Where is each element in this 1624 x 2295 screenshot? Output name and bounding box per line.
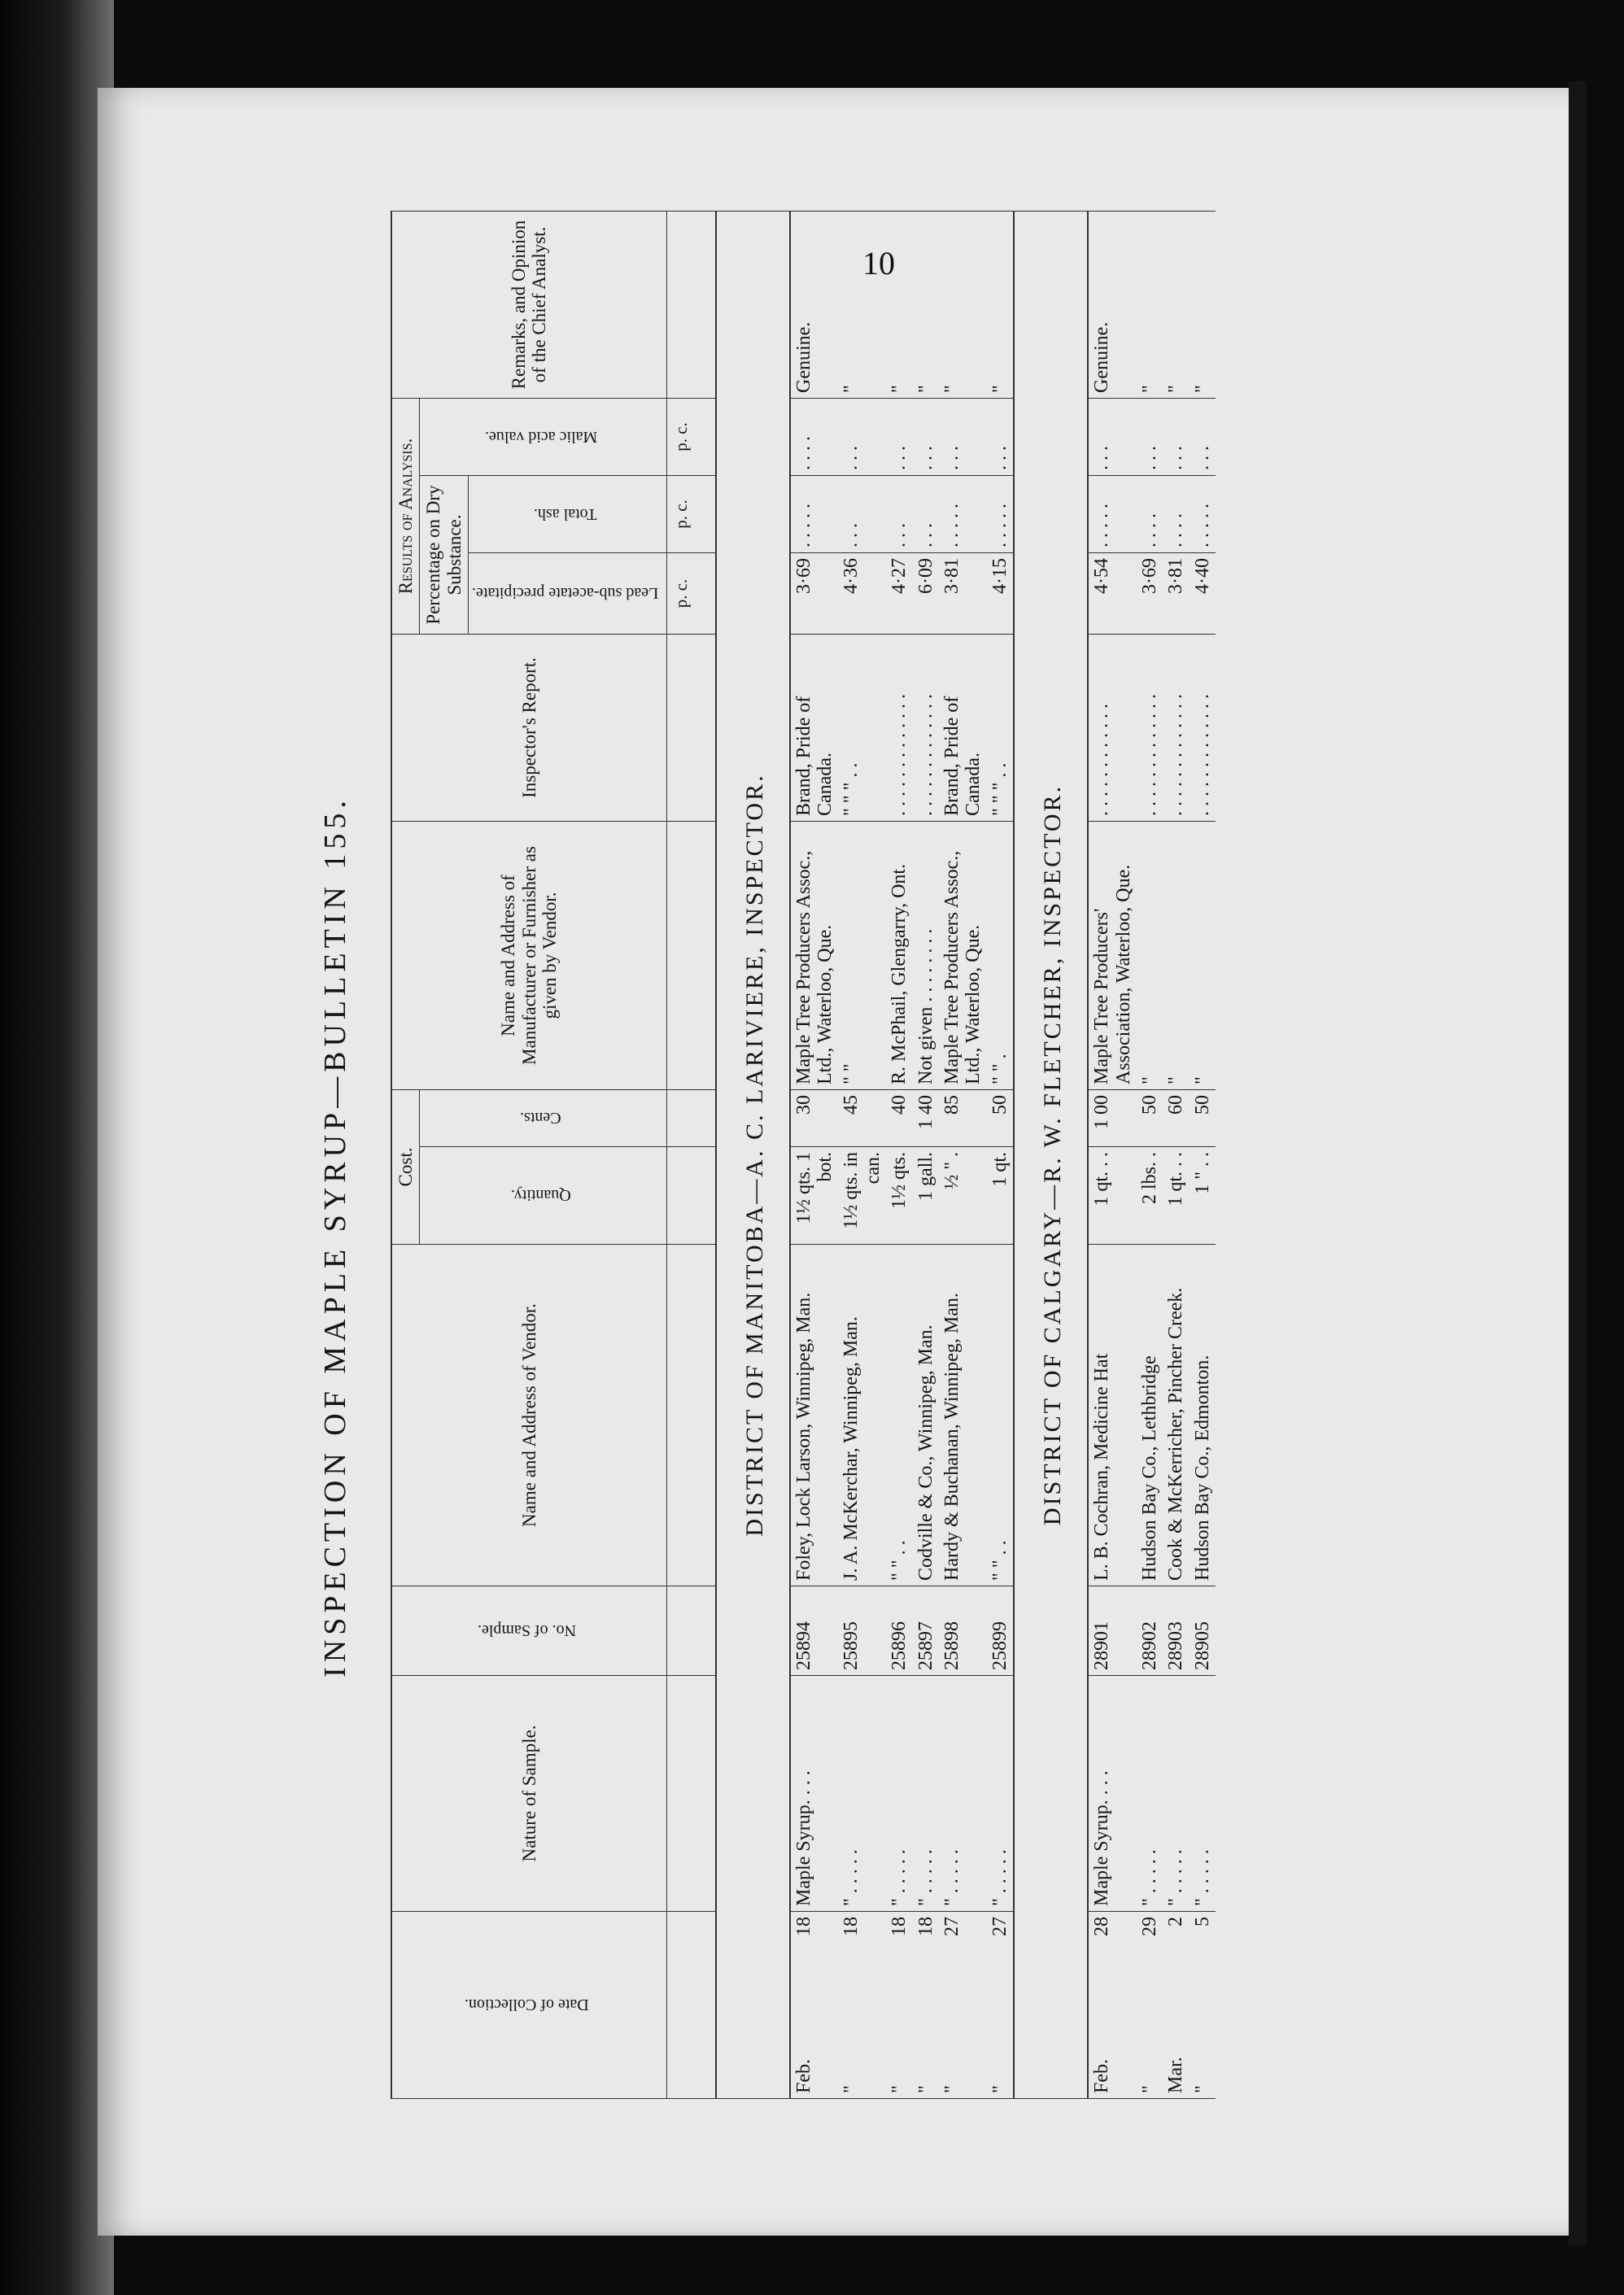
- cell-vendor: Hudson Bay Co., Edmonton.: [1190, 1245, 1216, 1586]
- cell-cents: 1 40: [913, 1090, 939, 1147]
- cell-malic: . . . .: [790, 399, 839, 476]
- cell-month: ": [1138, 2085, 1160, 2093]
- cell-month: ": [941, 2085, 963, 2093]
- cell-qty: 1½ qts.: [886, 1147, 912, 1245]
- cell-day: 27: [941, 1917, 963, 1936]
- cell-lead: 3·81: [1163, 553, 1189, 635]
- cell-maker: ": [1190, 822, 1216, 1090]
- cell-date: [886, 1912, 912, 2099]
- cell-date: [1163, 1912, 1189, 2099]
- cell-no: 25895: [838, 1586, 886, 1676]
- scan-edge-shadow: [0, 0, 114, 2295]
- cell-malic: . . .: [1137, 399, 1163, 476]
- cell-maker: Maple Tree Producers' Association, Waterloo, Que.: [1088, 822, 1137, 1090]
- table-row: [913, 212, 939, 2099]
- cell-vendor: Cook & McKerricher, Pincher Creek.: [1163, 1245, 1189, 1586]
- cell-lead: 4·40: [1190, 553, 1216, 635]
- cell-report: Brand, Pride of Canada.: [790, 635, 839, 822]
- cell-month: ": [989, 2085, 1011, 2093]
- table-row: [1137, 212, 1163, 2099]
- cell-cents: 50: [1190, 1090, 1216, 1147]
- cell-report: Brand, Pride of Canada.: [939, 635, 987, 822]
- cell-remarks: ": [1137, 212, 1163, 399]
- cell-maker: ": [1137, 822, 1163, 1090]
- cell-remarks: ": [913, 212, 939, 399]
- header-remarks: Remarks, and Opinion of the Chief Analyst.: [391, 212, 666, 399]
- district-heading-row: [1014, 212, 1088, 2099]
- cell-lead: 6·09: [913, 553, 939, 635]
- cell-day: 2: [1165, 1917, 1187, 1926]
- cell-cents: 50: [1137, 1090, 1163, 1147]
- cell-date: [1137, 1912, 1163, 2099]
- cell-remarks: Genuine.: [790, 212, 839, 399]
- cell-remarks: ": [1190, 212, 1216, 399]
- unit-lead: p. c.: [666, 553, 716, 635]
- cell-report: " " " . .: [987, 635, 1014, 822]
- inspection-table: [391, 211, 1216, 2099]
- rotated-table-region: [301, 220, 1505, 2164]
- cell-nature: " . . . . .: [886, 1676, 912, 1912]
- cell-vendor: J. A. McKerchar, Winnipeg, Man.: [838, 1245, 886, 1586]
- cell-remarks: Genuine.: [1088, 212, 1137, 399]
- cell-remarks: ": [987, 212, 1014, 399]
- cell-cents: 30: [790, 1090, 839, 1147]
- cell-lead: 4·36: [838, 553, 886, 635]
- cell-remarks: ": [1163, 212, 1189, 399]
- cell-maker: " " .: [987, 822, 1014, 1090]
- cell-lead: 3·69: [790, 553, 839, 635]
- cell-day: 18: [792, 1917, 814, 1936]
- district-heading: DISTRICT OF MANITOBA—A. C. LARIVIERE, INSPECTOR.: [716, 212, 790, 2099]
- cell-ash: . . . .: [1137, 476, 1163, 553]
- cell-qty: 1 gall.: [913, 1147, 939, 1245]
- cell-report: . . . . . . . . . . . . .: [1190, 635, 1216, 822]
- cell-report: . . . . . . . . . . . . .: [1163, 635, 1189, 822]
- cell-day: 27: [989, 1917, 1011, 1936]
- cell-ash: . . . . .: [790, 476, 839, 553]
- cell-cents: 40: [886, 1090, 912, 1147]
- cell-malic: . . .: [913, 399, 939, 476]
- cell-malic: . . .: [1190, 399, 1216, 476]
- cell-qty: 1 qt. . .: [1163, 1147, 1189, 1245]
- cell-nature: " . . . . .: [987, 1676, 1014, 1912]
- cell-cents: 85: [939, 1090, 987, 1147]
- cell-no: 25899: [987, 1586, 1014, 1676]
- district-heading-row: [716, 212, 790, 2099]
- cell-no: 25894: [790, 1586, 839, 1676]
- cell-date: [790, 1912, 839, 2099]
- cell-ash: . . .: [886, 476, 912, 553]
- cell-date: [838, 1912, 886, 2099]
- table-row: [1190, 212, 1216, 2099]
- table-row: [886, 212, 912, 2099]
- header-sample-no: No. of Sample.: [391, 1586, 666, 1676]
- cell-cents: 45: [838, 1090, 886, 1147]
- cell-report: " " " . .: [838, 635, 886, 822]
- table-row: [790, 212, 839, 2099]
- cell-cents: 50: [987, 1090, 1014, 1147]
- cell-lead: 4·15: [987, 553, 1014, 635]
- header-lead: Lead sub-acetate precipitate.: [468, 553, 666, 635]
- cell-day: 18: [915, 1917, 936, 1936]
- cell-malic: . . .: [886, 399, 912, 476]
- cell-qty: 1 " . .: [1190, 1147, 1216, 1245]
- cell-maker: Maple Tree Producers Assoc., Ltd., Waterloo, Que.: [790, 822, 839, 1090]
- cell-vendor: " " . .: [987, 1245, 1014, 1586]
- header-results: Results of Analysis.: [391, 399, 420, 635]
- cell-malic: . . .: [939, 399, 987, 476]
- cell-malic: . . .: [1088, 399, 1137, 476]
- header-date: Date of Collection.: [391, 1912, 666, 2099]
- cell-ash: . . .: [838, 476, 886, 553]
- cell-lead: 3·69: [1137, 553, 1163, 635]
- cell-nature: " . . . . .: [838, 1676, 886, 1912]
- cell-date: [1088, 1912, 1137, 2099]
- cell-date: [939, 1912, 987, 2099]
- cell-qty: 1½ qts. in can.: [838, 1147, 886, 1245]
- header-nature: Nature of Sample.: [391, 1676, 666, 1912]
- cell-lead: 3·81: [939, 553, 987, 635]
- cell-remarks: ": [886, 212, 912, 399]
- cell-cents: 60: [1163, 1090, 1189, 1147]
- document-title: INSPECTION OF MAPLE SYRUP—BULLETIN 155.: [318, 796, 352, 1678]
- cell-date: [1190, 1912, 1216, 2099]
- header-vendor: Name and Address of Vendor.: [391, 1245, 666, 1586]
- cell-month: ": [915, 2085, 936, 2093]
- cell-no: 25896: [886, 1586, 912, 1676]
- cell-date: [987, 1912, 1014, 2099]
- cell-ash: . . . . .: [1190, 476, 1216, 553]
- header-manufacturer: Name and Address of Manufacturer or Furnisher as given by Vendor.: [391, 822, 666, 1090]
- cell-ash: . . . . .: [1088, 476, 1137, 553]
- header-ash: Total ash.: [468, 476, 666, 553]
- page-binding-edge: [1569, 81, 1587, 2245]
- cell-month: Feb.: [792, 2059, 814, 2093]
- cell-month: ": [1191, 2085, 1213, 2093]
- cell-nature: " . . . . .: [913, 1676, 939, 1912]
- cell-vendor: L. B. Cochran, Medicine Hat: [1088, 1245, 1137, 1586]
- page-number: 10: [862, 245, 895, 281]
- cell-nature: " . . . . .: [939, 1676, 987, 1912]
- cell-lead: 4·54: [1088, 553, 1137, 635]
- cell-maker: Maple Tree Producers Assoc., Ltd., Waterloo, Que.: [939, 822, 987, 1090]
- cell-remarks: ": [838, 212, 886, 399]
- cell-report: . . . . . . . . . . . . .: [1137, 635, 1163, 822]
- cell-nature: " . . . . .: [1163, 1676, 1189, 1912]
- district-heading: DISTRICT OF CALGARY—R. W. FLETCHER, INSPECTOR.: [1014, 212, 1088, 2099]
- cell-no: 25897: [913, 1586, 939, 1676]
- cell-qty: 1 qt. . .: [1088, 1147, 1137, 1245]
- cell-ash: . . .: [913, 476, 939, 553]
- cell-report: . . . . . . . . . . . . .: [886, 635, 912, 822]
- cell-ash: . . . . .: [987, 476, 1014, 553]
- cell-ash: . . . . .: [939, 476, 987, 553]
- header-malic: Malic acid value.: [420, 399, 666, 476]
- cell-day: 5: [1191, 1917, 1213, 1926]
- cell-lead: 4·27: [886, 553, 912, 635]
- cell-qty: 2 lbs. .: [1137, 1147, 1163, 1245]
- cell-report: . . . . . . . . . . . .: [1088, 635, 1137, 822]
- cell-vendor: Codville & Co., Winnipeg, Man.: [913, 1245, 939, 1586]
- table-row: [987, 212, 1014, 2099]
- cell-no: 25898: [939, 1586, 987, 1676]
- cell-nature: " . . . . .: [1190, 1676, 1216, 1912]
- cell-month: ": [888, 2085, 910, 2093]
- header-cost: Cost.: [391, 1090, 420, 1245]
- cell-vendor: Foley, Lock Larson, Winnipeg, Man.: [790, 1245, 839, 1586]
- header-cents: Cents.: [420, 1090, 666, 1147]
- cell-month: ": [840, 2085, 862, 2093]
- cell-no: 28905: [1190, 1586, 1216, 1676]
- cell-day: 18: [888, 1917, 910, 1936]
- cell-no: 28903: [1163, 1586, 1189, 1676]
- cell-date: [913, 1912, 939, 2099]
- cell-report: . . . . . . . . . . . . .: [913, 635, 939, 822]
- cell-vendor: Hudson Bay Co., Lethbridge: [1137, 1245, 1163, 1586]
- cell-ash: . . . .: [1163, 476, 1189, 553]
- table-row: [939, 212, 987, 2099]
- header-inspector-report: Inspector's Report.: [391, 635, 666, 822]
- header-quantity: Quantity.: [420, 1147, 666, 1245]
- table-row: [838, 212, 886, 2099]
- cell-vendor: Hardy & Buchanan, Winnipeg, Man.: [939, 1245, 987, 1586]
- cell-maker: Not given . . . . . . . .: [913, 822, 939, 1090]
- cell-vendor: " " . .: [886, 1245, 912, 1586]
- cell-remarks: ": [939, 212, 987, 399]
- cell-day: 28: [1091, 1917, 1113, 1936]
- table-row: [1163, 212, 1189, 2099]
- cell-malic: . . .: [1163, 399, 1189, 476]
- cell-cents: 1 00: [1088, 1090, 1137, 1147]
- unit-malic: p. c.: [666, 399, 716, 476]
- cell-nature: " . . . . .: [1137, 1676, 1163, 1912]
- cell-qty: 1½ qts. 1 bot.: [790, 1147, 839, 1245]
- cell-nature: Maple Syrup. . . .: [790, 1676, 839, 1912]
- unit-ash: p. c.: [666, 476, 716, 553]
- cell-maker: " ": [838, 822, 886, 1090]
- cell-no: 28902: [1137, 1586, 1163, 1676]
- cell-maker: R. McPhail, Glengarry, Ont.: [886, 822, 912, 1090]
- cell-maker: ": [1163, 822, 1189, 1090]
- cell-day: 18: [840, 1917, 862, 1936]
- table-row: [1088, 212, 1137, 2099]
- cell-month: Mar.: [1165, 2057, 1187, 2093]
- cell-month: Feb.: [1091, 2059, 1113, 2093]
- cell-qty: ½ " .: [939, 1147, 987, 1245]
- cell-day: 29: [1138, 1917, 1160, 1936]
- cell-no: 28901: [1088, 1586, 1137, 1676]
- header-percentage: Percentage on Dry Substance.: [420, 476, 469, 635]
- cell-malic: . . .: [987, 399, 1014, 476]
- cell-qty: 1 qt.: [987, 1147, 1014, 1245]
- cell-nature: Maple Syrup. . . .: [1088, 1676, 1137, 1912]
- cell-malic: . . .: [838, 399, 886, 476]
